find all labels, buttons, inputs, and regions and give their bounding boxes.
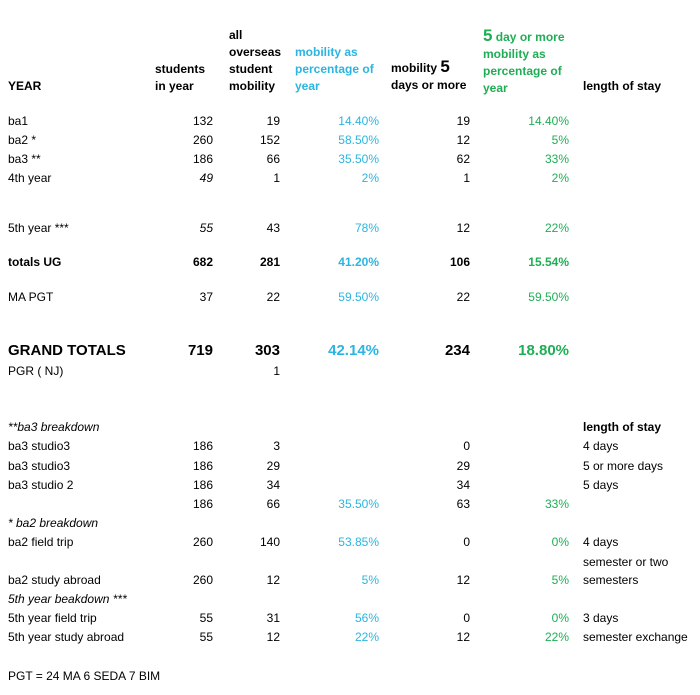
fifth-row-m5: 0: [463, 611, 470, 625]
ba2-row-overseas: 140: [259, 535, 280, 549]
fifth-row-pct: 56%: [354, 611, 379, 625]
ba2-row-pct: 53.85%: [338, 535, 379, 549]
grand-total-label: GRAND TOTALS: [8, 342, 126, 359]
header-overseas-line3: student: [229, 62, 273, 76]
grand-total-pct5: 18.80%: [518, 342, 569, 359]
ba2-row-stay-line2: semesters: [583, 573, 639, 587]
row-pct5: 14.40%: [528, 114, 569, 128]
row-label: ba2 *: [8, 133, 37, 147]
row-label: ba3 **: [8, 152, 41, 166]
ba3-total-students: 186: [192, 497, 213, 511]
row-overseas: 1: [273, 171, 280, 185]
fifth-row-stay: semester exchange: [583, 630, 688, 644]
ba2-row-stay: 4 days: [583, 535, 619, 549]
ba3-row-students: 186: [192, 439, 213, 453]
ba2-row-m5: 0: [463, 535, 470, 549]
ba3-row-overseas: 29: [266, 459, 280, 473]
ba2-breakdown-title: * ba2 breakdown: [8, 516, 99, 530]
row-m5: 12: [456, 133, 470, 147]
fifth-row-students: 55: [199, 630, 213, 644]
header-overseas-line1: all: [229, 28, 243, 42]
ba3-breakdown-title: **ba3 breakdown: [8, 420, 100, 434]
row-m5: 1: [463, 171, 470, 185]
pgr-overseas: 1: [273, 364, 280, 378]
header-mobility-pct-line3: year: [295, 79, 320, 93]
header-mobility5-text: mobility: [391, 61, 441, 75]
ba2-row-label: ba2 field trip: [8, 535, 74, 549]
pgr-label: PGR ( NJ): [8, 364, 64, 378]
header-mobility5: [391, 58, 466, 94]
row-students: 186: [192, 152, 213, 166]
ba3-row-stay: 5 days: [583, 478, 619, 492]
grand-total-overseas: 303: [254, 342, 280, 359]
row-label: ba1: [8, 114, 29, 128]
ba3-row-overseas: 34: [266, 478, 280, 492]
ba3-total-pct5: 33%: [544, 497, 569, 511]
ba3-total-overseas: 66: [266, 497, 280, 511]
fifth-row-overseas: 31: [266, 611, 280, 625]
row-m5: 19: [456, 114, 470, 128]
row-overseas: 281: [259, 255, 280, 269]
row-pct: 35.50%: [338, 152, 379, 166]
fifth-row-label: 5th year study abroad: [8, 630, 125, 644]
header-overseas: [229, 27, 281, 95]
ba2-row-students: 260: [192, 573, 213, 587]
ba3-row-m5: 34: [456, 478, 470, 492]
header-five-pct-line4: year: [483, 81, 508, 95]
header-students-line2: in year: [155, 79, 194, 93]
header-five-pct-line3: percentage of: [483, 64, 562, 78]
header-mobility-pct-line2: percentage of: [295, 62, 374, 76]
row-m5: 106: [449, 255, 470, 269]
header-overseas-line2: overseas: [229, 45, 282, 59]
ba3-row-label: ba3 studio 2: [8, 478, 74, 492]
row-pct: 41.20%: [338, 255, 379, 269]
header-five-pct-line1: [483, 27, 565, 46]
header-mobility5-line1: [391, 58, 466, 77]
row-label: MA PGT: [8, 290, 54, 304]
row-m5: 62: [456, 152, 470, 166]
row-overseas: 66: [266, 152, 280, 166]
fifth-row-pct: 22%: [354, 630, 379, 644]
header-mobility-pct: [295, 44, 374, 95]
grand-total-pct: 42.14%: [328, 342, 379, 359]
row-overseas: 43: [266, 221, 280, 235]
fifth-row-m5: 12: [456, 630, 470, 644]
header-year: YEAR: [8, 79, 42, 93]
row-label: 4th year: [8, 171, 52, 185]
ba2-row-pct5: 0%: [551, 535, 569, 549]
row-students: 37: [199, 290, 213, 304]
row-pct: 58.50%: [338, 133, 379, 147]
grand-total-m5: 234: [444, 342, 470, 359]
ba2-row-students: 260: [192, 535, 213, 549]
ba3-row-students: 186: [192, 478, 213, 492]
header-length: length of stay: [583, 79, 662, 93]
fifth-row-pct5: 0%: [551, 611, 569, 625]
ba3-row-stay: 4 days: [583, 439, 619, 453]
header-mobility-pct-line1: mobility as: [295, 45, 358, 59]
ba2-row-overseas: 12: [266, 573, 280, 587]
ba3-row-stay: 5 or more days: [583, 459, 664, 473]
ba3-row-m5: 29: [456, 459, 470, 473]
ba3-row-overseas: 3: [273, 439, 280, 453]
grand-total-students: 719: [187, 342, 213, 359]
header-five-pct-num: 5: [483, 26, 493, 45]
row-overseas: 19: [266, 114, 280, 128]
ba3-row-students: 186: [192, 459, 213, 473]
header-five-pct-text: day or more: [492, 30, 565, 44]
header-mobility5-line2: days or more: [391, 78, 467, 92]
header-five-pct-line2: mobility as: [483, 47, 546, 61]
ba3-length-header: length of stay: [583, 420, 662, 434]
header-students: [155, 61, 205, 95]
fifth-row-students: 55: [199, 611, 213, 625]
row-students: 49: [199, 171, 213, 185]
ba2-row-stay-line1: semester or two: [583, 555, 669, 569]
row-pct5: 22%: [544, 221, 569, 235]
row-m5: 12: [456, 221, 470, 235]
row-pct5: 2%: [551, 171, 569, 185]
footnote: PGT = 24 MA 6 SEDA 7 BIM: [8, 669, 161, 683]
fifth-row-pct5: 22%: [544, 630, 569, 644]
ba2-row-pct5: 5%: [551, 573, 569, 587]
row-m5: 22: [456, 290, 470, 304]
row-pct5: 59.50%: [528, 290, 569, 304]
ba3-total-m5: 63: [456, 497, 470, 511]
ba3-row-label: ba3 studio3: [8, 459, 71, 473]
ba2-row-m5: 12: [456, 573, 470, 587]
row-pct5: 5%: [551, 133, 569, 147]
header-students-line1: students: [155, 62, 206, 76]
ba2-row-label: ba2 study abroad: [8, 573, 101, 587]
ba3-total-pct: 35.50%: [338, 497, 379, 511]
row-overseas: 152: [259, 133, 280, 147]
fifth-row-overseas: 12: [266, 630, 280, 644]
row-students: 132: [192, 114, 213, 128]
row-pct: 59.50%: [338, 290, 379, 304]
ba3-row-m5: 0: [463, 439, 470, 453]
row-label: 5th year ***: [8, 221, 69, 235]
row-pct: 14.40%: [338, 114, 379, 128]
header-mobility5-num: 5: [440, 57, 450, 76]
ba2-row-pct: 5%: [361, 573, 379, 587]
row-pct5: 15.54%: [528, 255, 569, 269]
row-students: 55: [199, 221, 213, 235]
row-overseas: 22: [266, 290, 280, 304]
fifth-breakdown-title: 5th year beakdown ***: [8, 592, 127, 606]
row-students: 260: [192, 133, 213, 147]
row-label: totals UG: [8, 255, 62, 269]
row-pct: 2%: [361, 171, 379, 185]
header-five-pct: [483, 27, 565, 97]
fifth-row-label: 5th year field trip: [8, 611, 97, 625]
header-overseas-line4: mobility: [229, 79, 276, 93]
ba3-row-label: ba3 studio3: [8, 439, 71, 453]
fifth-row-stay: 3 days: [583, 611, 619, 625]
row-students: 682: [192, 255, 213, 269]
row-pct: 78%: [354, 221, 379, 235]
row-pct5: 33%: [544, 152, 569, 166]
